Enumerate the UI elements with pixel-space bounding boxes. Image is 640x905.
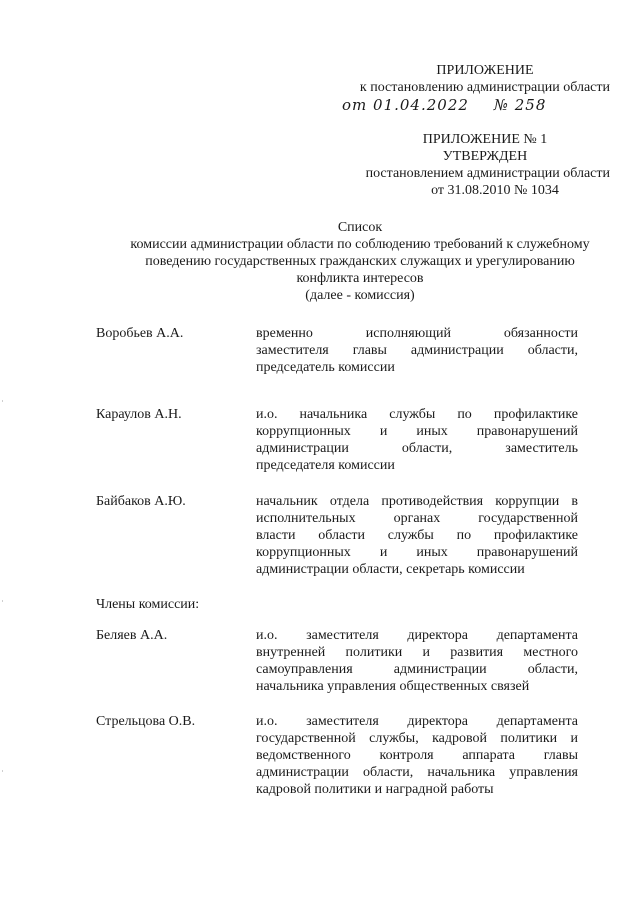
position-line: начальник отдела противодействия коррупции в xyxy=(256,494,578,509)
member-position xyxy=(256,627,578,695)
handwritten-date-number xyxy=(330,97,610,114)
position-line: внутренней политики и развития местного xyxy=(256,645,578,660)
scan-edge-mark xyxy=(2,600,3,602)
member-position xyxy=(256,325,578,376)
position-line: самоуправления администрации области, xyxy=(256,662,578,677)
approved-by-resolution: постановлением администрации области xyxy=(365,166,610,181)
member-name: Воробьев А.А. xyxy=(96,326,184,341)
position-line: кадровой политики и наградной работы xyxy=(256,782,494,797)
member-position xyxy=(256,713,578,798)
list-title-line: комиссии администрации области по соблюдению требований к служебному xyxy=(130,237,590,252)
position-line: и.о. начальника службы по профилактике xyxy=(256,407,578,422)
member-name: Беляев А.А. xyxy=(96,628,168,643)
members-section-label: Члены комиссии: xyxy=(96,597,200,612)
handwritten-number: № 258 xyxy=(493,96,547,114)
scan-edge-mark xyxy=(2,770,3,772)
annex-header xyxy=(330,62,610,114)
position-line: председатель комиссии xyxy=(256,360,395,375)
list-title xyxy=(60,219,640,304)
position-line: временно исполняющий обязанности xyxy=(256,326,578,341)
scan-edge-mark xyxy=(2,400,3,402)
annex-title: ПРИЛОЖЕНИЕ xyxy=(436,63,534,78)
member-position xyxy=(256,406,578,474)
position-line: коррупционных и иных правонарушений xyxy=(256,424,578,439)
handwritten-date: от 01.04.2022 xyxy=(342,96,469,114)
position-line: администрации области, секретарь комиссии xyxy=(256,562,525,577)
position-line: исполнительных органах государственной xyxy=(256,511,578,526)
position-line: председателя комиссии xyxy=(256,458,395,473)
annex-resolution-ref: к постановлению администрации области xyxy=(359,80,610,95)
position-line: ведомственного контроля аппарата главы xyxy=(256,748,578,763)
list-title-line: поведению государственных гражданских служащих и урегулированию xyxy=(145,254,575,269)
position-line: и.о. заместителя директора департамента xyxy=(256,628,578,643)
list-title-line: Список xyxy=(337,220,383,235)
approved-label: УТВЕРЖДЕН xyxy=(442,149,528,164)
approved-resolution-ref: от 31.08.2010 № 1034 xyxy=(431,183,559,198)
position-line: начальника управления общественных связей xyxy=(256,679,530,694)
list-title-line: конфликта интересов xyxy=(296,271,424,286)
member-name: Байбаков А.Ю. xyxy=(96,494,186,509)
member-position xyxy=(256,493,578,578)
approved-header xyxy=(330,131,610,199)
position-line: заместителя главы администрации области, xyxy=(256,343,578,358)
list-title-line: (далее - комиссия) xyxy=(305,288,415,303)
position-line: власти области службы по профилактике xyxy=(256,528,578,543)
position-line: коррупционных и иных правонарушений xyxy=(256,545,578,560)
position-line: администрации области, заместитель xyxy=(256,441,578,456)
position-line: государственной службы, кадровой политики и xyxy=(256,731,578,746)
position-line: администрации области, начальника управления xyxy=(256,765,578,780)
member-name: Караулов А.Н. xyxy=(96,407,182,422)
member-name: Стрельцова О.В. xyxy=(96,714,196,729)
position-line: и.о. заместителя директора департамента xyxy=(256,714,578,729)
annex-number-title: ПРИЛОЖЕНИЕ № 1 xyxy=(422,132,548,147)
